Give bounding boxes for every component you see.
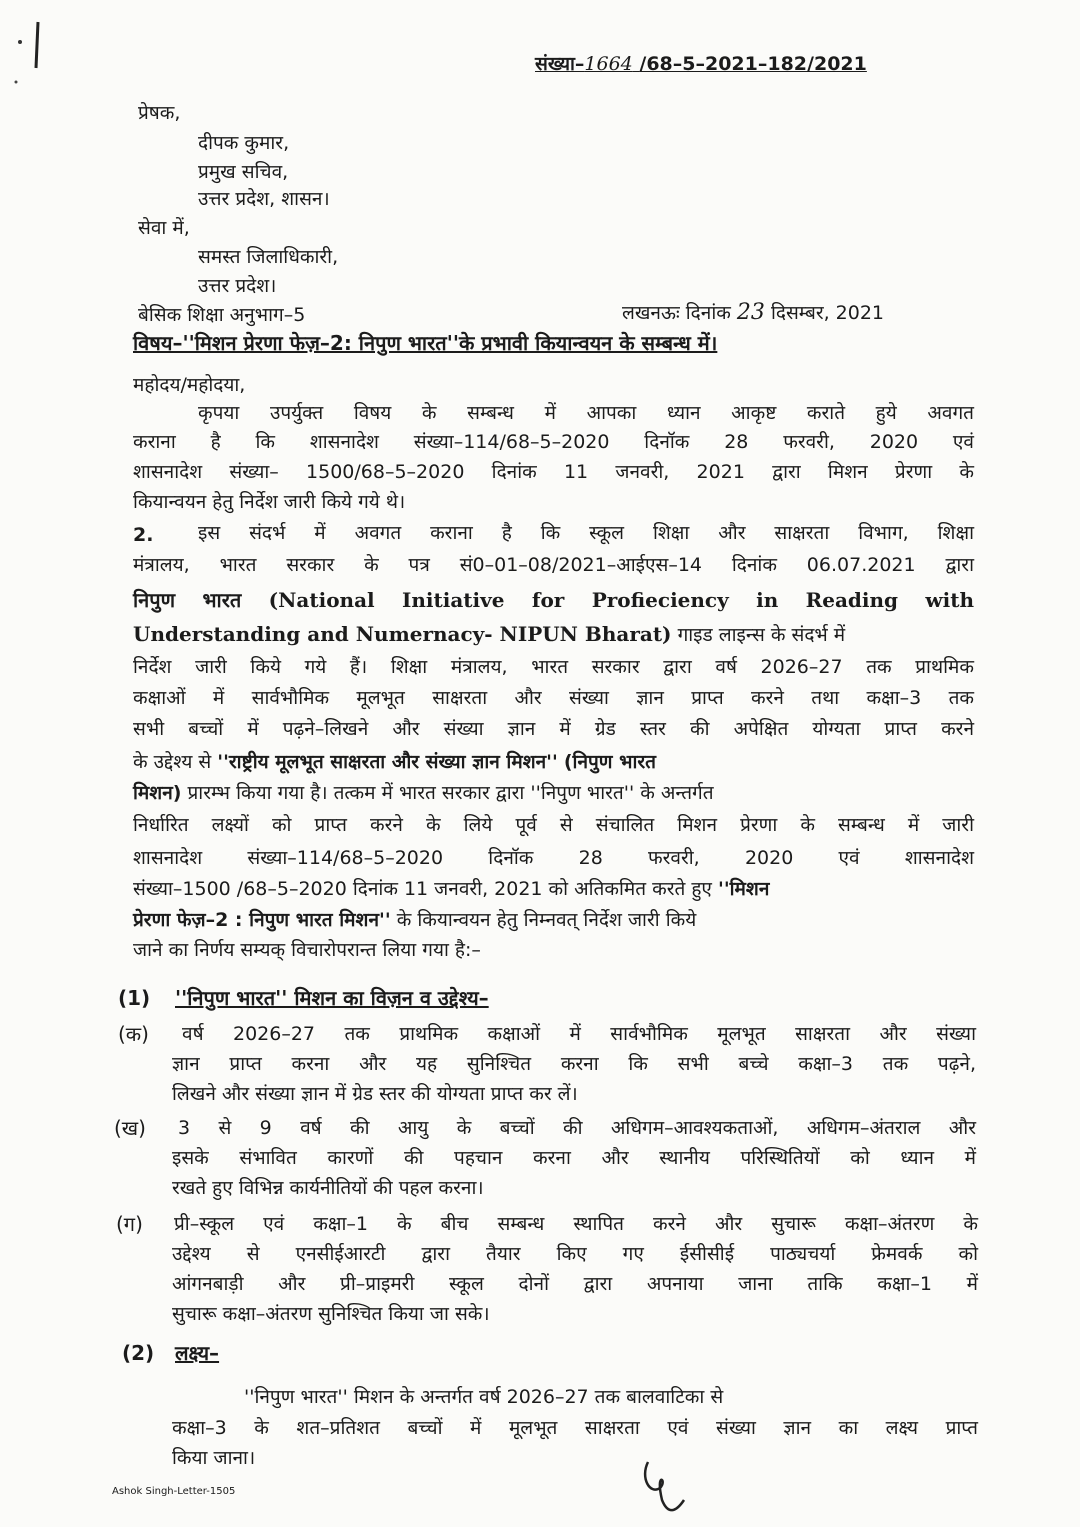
sender-office: उत्तर प्रदेश, शासन। bbox=[198, 188, 330, 210]
recipient-label: सेवा में, bbox=[138, 217, 190, 239]
para2-line: निर्देश जारी किये गये हैं। शिक्षा मंत्रालय, भारत सरकार द्वारा वर्ष 2026–27 तक प्राथमिक bbox=[133, 656, 974, 678]
para2-number: 2. bbox=[133, 524, 154, 546]
recipient-state: उत्तर प्रदेश। bbox=[198, 275, 277, 297]
recipient-name: समस्त जिलाधिकारी, bbox=[198, 246, 339, 268]
margin-mark bbox=[36, 22, 38, 68]
handwritten-number: 1664 bbox=[584, 53, 633, 75]
salutation: महोदय/महोदया, bbox=[133, 374, 246, 396]
footer-code: Ashok Singh-Letter-1505 bbox=[112, 1486, 236, 1497]
para2-line: निर्धारित लक्ष्यों को प्राप्त करने के लिये पूर्व से संचालित मिशन प्रेरणा के सम्बन्ध में जारी bbox=[133, 814, 974, 836]
para1-line: कृपया उपर्युक्त विषय के सम्बन्ध में आपका ध्यान आकृष्ट कराते हुये अवगत bbox=[198, 402, 974, 424]
para2-line: सभी बच्चों में पढ़ने–लिखने और संख्या ज्ञान में ग्रेड स्तर की अपेक्षित योग्यता प्राप्त करने bbox=[133, 718, 974, 740]
item-line: उद्देश्य से एनसीईआरटी द्वारा तैयार किए गए ईसीसीई पाठ्यचर्या फ्रेमवर्क को bbox=[172, 1243, 978, 1265]
para2-line-bold: निपुण भारत (National Initiative for Profieciency in Reading with bbox=[133, 588, 974, 612]
signature-mark bbox=[645, 1462, 684, 1510]
para2-line: संख्या–1500 /68–5–2020 दिनांक 11 जनवरी, 2021 को अतिकमित करते हुए ''मिशन bbox=[133, 878, 770, 900]
para1-line: शासनादेश संख्या– 1500/68–5–2020 दिनांक 11 जनवरी, 2021 द्वारा मिशन प्रेरणा के bbox=[133, 461, 974, 483]
para2-line: इस संदर्भ में अवगत कराना है कि स्कूल शिक्षा और साक्षरता विभाग, शिक्षा bbox=[198, 522, 974, 544]
item-label: (ख) bbox=[114, 1116, 146, 1140]
margin-dot bbox=[18, 40, 22, 44]
para1-line: कराना है कि शासनादेश संख्या–114/68–5–2020 दिनॉक 28 फरवरी, 2020 एवं bbox=[133, 431, 974, 453]
item-line: इसके संभावित कारणों की पहचान करना और स्थानीय परिस्थितियों को ध्यान में bbox=[172, 1147, 976, 1169]
sender-name: दीपक कुमार, bbox=[198, 132, 290, 154]
margin-dot bbox=[15, 81, 18, 84]
para2-line: प्रेरणा फेज़–2 : निपुण भारत मिशन'' के कियान्वयन हेतु निम्नवत् निर्देश जारी किये bbox=[133, 909, 697, 931]
section2-heading: लक्ष्य– bbox=[175, 1341, 220, 1365]
item-label: (ग) bbox=[116, 1212, 143, 1236]
target-line: किया जाना। bbox=[172, 1447, 256, 1469]
section1-number: (1) bbox=[118, 986, 151, 1010]
section1-heading: ''निपुण भारत'' मिशन का विज़न व उद्देश्य– bbox=[175, 986, 489, 1010]
para2-line: जाने का निर्णय सम्यक् विचारोपरान्त लिया गया है:– bbox=[133, 939, 481, 961]
item-line: प्री–स्कूल एवं कक्षा–1 के बीच सम्बन्ध स्थापित करने और सुचारू कक्षा–अंतरण के bbox=[174, 1213, 978, 1235]
item-line: वर्ष 2026–27 तक प्राथमिक कक्षाओं में सार्वभौमिक मूलभूत साक्षरता और संख्या bbox=[182, 1023, 976, 1045]
sender-designation: प्रमुख सचिव, bbox=[198, 161, 289, 183]
para2-line: Understanding and Numernacy- NIPUN Bharat) गाइड लाइन्स के संदर्भ में bbox=[133, 622, 846, 646]
item-line: लिखने और संख्या ज्ञान में ग्रेड स्तर की योग्यता प्राप्त कर लें। bbox=[172, 1083, 578, 1105]
reference-number: संख्या–1664 /68–5–2021–182/2021 bbox=[535, 53, 867, 75]
para1-line: कियान्वयन हेतु निर्देश जारी किये गये थे। bbox=[133, 491, 406, 513]
para2-line: शासनादेश संख्या–114/68–5–2020 दिनॉक 28 फरवरी, 2020 एवं शासनादेश bbox=[133, 847, 974, 869]
place-date: लखनऊः दिनांक 23 दिसम्बर, 2021 bbox=[622, 300, 885, 325]
handwritten-date: 23 bbox=[736, 300, 765, 325]
subject-line: विषय–''मिशन प्रेरणा फेज़–2: निपुण भारत''के प्रभावी कियान्वयन के सम्बन्ध में। bbox=[133, 331, 718, 355]
para2-line: मिशन) प्रारम्भ किया गया है। तत्कम में भारत सरकार द्वारा ''निपुण भारत'' के अन्तर्गत bbox=[133, 782, 714, 804]
item-line: सुचारू कक्षा–अंतरण सुनिश्चित किया जा सके। bbox=[172, 1303, 490, 1325]
item-line: रखते हुए विभिन्न कार्यनीतियों की पहल करना। bbox=[172, 1177, 484, 1199]
para2-line: के उद्देश्य से ''राष्ट्रीय मूलभूत साक्षरता और संख्या ज्ञान मिशन'' (निपुण भारत bbox=[133, 751, 657, 773]
para2-line: कक्षाओं में सार्वभौमिक मूलभूत साक्षरता और संख्या ज्ञान प्राप्त करने तथा कक्षा–3 तक bbox=[133, 687, 974, 709]
para2-line: मंत्रालय, भारत सरकार के पत्र सं0–01–08/2021–आईएस–14 दिनांक 06.07.2021 द्वारा bbox=[133, 554, 974, 576]
item-line: ज्ञान प्राप्त करना और यह सुनिश्चित करना कि सभी बच्चे कक्षा–3 तक पढ़ने, bbox=[172, 1053, 976, 1075]
item-label: (क) bbox=[118, 1022, 149, 1046]
section2-number: (2) bbox=[122, 1341, 155, 1365]
sender-label: प्रेषक, bbox=[138, 102, 181, 124]
target-line: ''निपुण भारत'' मिशन के अन्तर्गत वर्ष 2026–27 तक बालवाटिका से bbox=[244, 1386, 724, 1408]
target-line: कक्षा–3 के शत–प्रतिशत बच्चों में मूलभूत साक्षरता एवं संख्या ज्ञान का लक्ष्य प्राप्त bbox=[172, 1417, 978, 1439]
item-line: आंगनबाड़ी और प्री–प्राइमरी स्कूल दोनों द्वारा अपनाया जाना ताकि कक्षा–1 में bbox=[172, 1273, 978, 1295]
section-name: बेसिक शिक्षा अनुभाग–5 bbox=[138, 304, 306, 326]
item-line: 3 से 9 वर्ष की आयु के बच्चों की अधिगम–आवश्यकताओं, अधिगम–अंतराल और bbox=[178, 1117, 976, 1139]
